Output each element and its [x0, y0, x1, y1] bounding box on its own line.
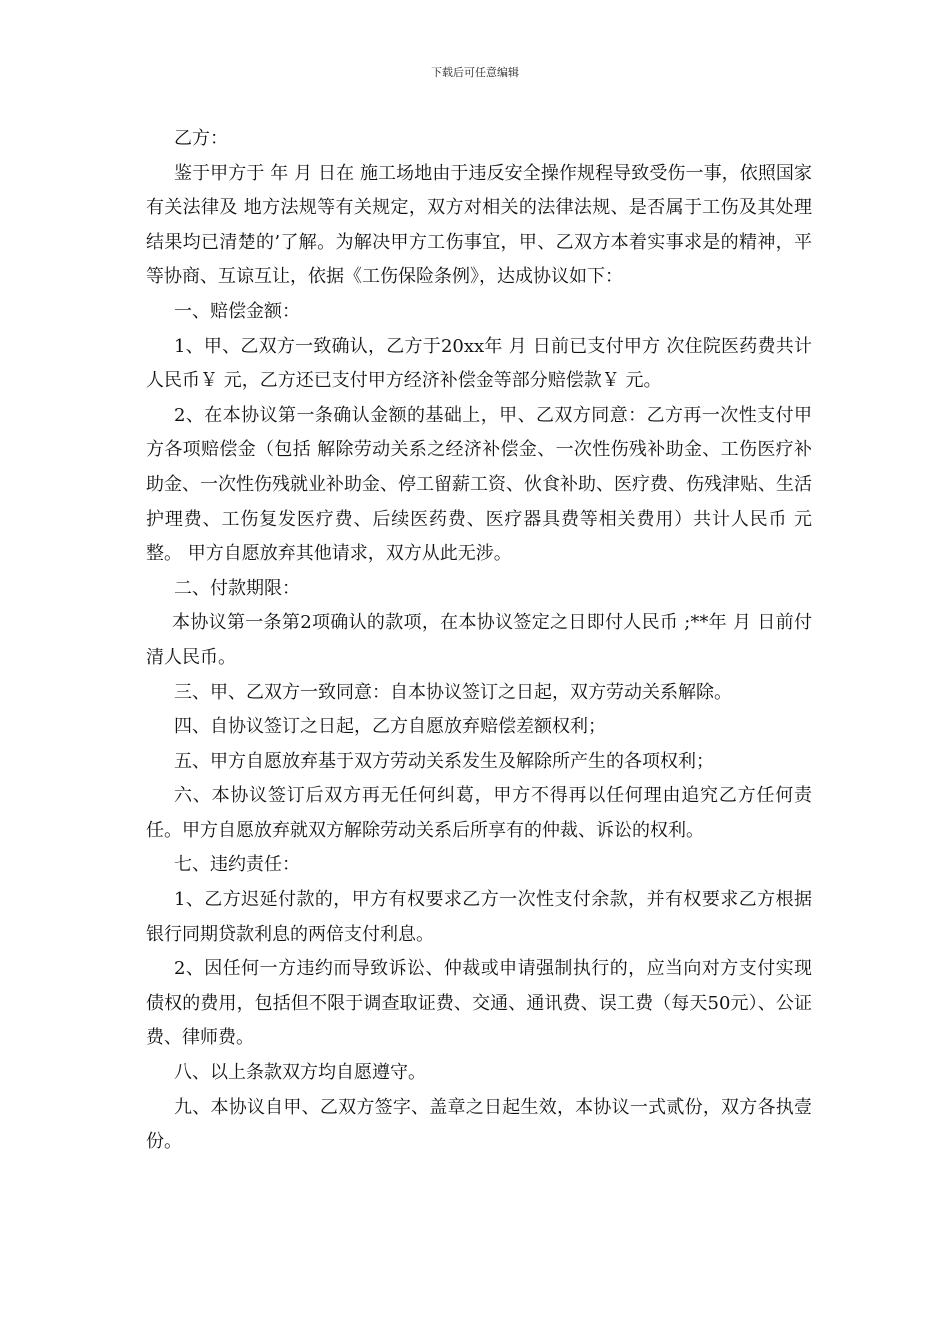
- clause-8: 八、以上条款双方均自愿遵守。: [174, 1062, 426, 1084]
- document-body: [146, 122, 812, 1160]
- clause-7-2: 2、因任何一方违约而导致诉讼、仲裁或申请强制执行的，应当向对方支付实现债权的费用，包括但不限于调查取证费、交通、通讯费、误工费（每天50元）、公证费、律师费。: [146, 958, 812, 1049]
- clause-5: 五、甲方自愿放弃基于双方劳动关系发生及解除所产生的各项权利；: [174, 750, 714, 772]
- section-heading-compensation: 一、赔偿金额：: [174, 300, 300, 322]
- clause-4: 四、自协议签订之日起，乙方自愿放弃赔偿差额权利；: [174, 716, 606, 738]
- clause-2: 本协议第一条第2项确认的款项，在本协议签定之日即付人民币 ;**年 月 日前付清人民币。: [146, 612, 812, 668]
- clause-3: 三、甲、乙双方一致同意：自本协议签订之日起，双方劳动关系解除。: [174, 681, 732, 703]
- page-header: 下载后可任意编辑: [431, 66, 519, 79]
- section-heading-payment-term: 二、付款期限：: [174, 577, 300, 599]
- preamble-paragraph: 鉴于甲方于 年 月 日在 施工场地由于违反安全操作规程导致受伤一事，依照国家有关法律及 地方法规等有关规定，双方对相关的法律法规、是否属于工伤及其处理结果均已清楚的’了解。为解决甲方工伤事宜，甲、乙双方本着实事求是的精神，平等协商、互谅互让，依据《工伤保险条例》，达成协议如下：: [146, 162, 812, 288]
- clause-7-1: 1、乙方迟延付款的，甲方有权要求乙方一次性支付余款，并有权要求乙方根据银行同期贷款利息的两倍支付利息。: [146, 889, 812, 945]
- clause-9: 九、本协议自甲、乙双方签字、盖章之日起生效，本协议一式贰份，双方各执壹份。: [146, 1096, 812, 1153]
- clause-1-2: 2、在本协议第一条确认金额的基础上，甲、乙双方同意：乙方再一次性支付甲方各项赔偿金（包括 解除劳动关系之经济补偿金、一次性伤残补助金、工伤医疗补助金、一次性伤残就业补助金、停工留薪工资、伙食补助、医疗费、伤残津贴、生活护理费、工伤复发医疗费、后续医药费、医疗器具费等相关费用）共计人民币 元整。 甲方自愿放弃其他请求，双方从此无涉。: [146, 404, 812, 565]
- section-heading-liability: 七、违约责任：: [174, 854, 300, 876]
- party-b-label: 乙方：: [174, 128, 228, 149]
- clause-1-1: 1、甲、乙双方一致确认，乙方于20xx年 月 日前已支付甲方 次住院医药费共计人民币￥ 元，乙方还已支付甲方经济补偿金等部分赔偿款￥ 元。: [146, 335, 812, 392]
- clause-6: 六、本协议签订后双方再无任何纠葛，甲方不得再以任何理由追究乙方任何责任。甲方自愿放弃就双方解除劳动关系后所享有的仲裁、诉讼的权利。: [146, 785, 812, 841]
